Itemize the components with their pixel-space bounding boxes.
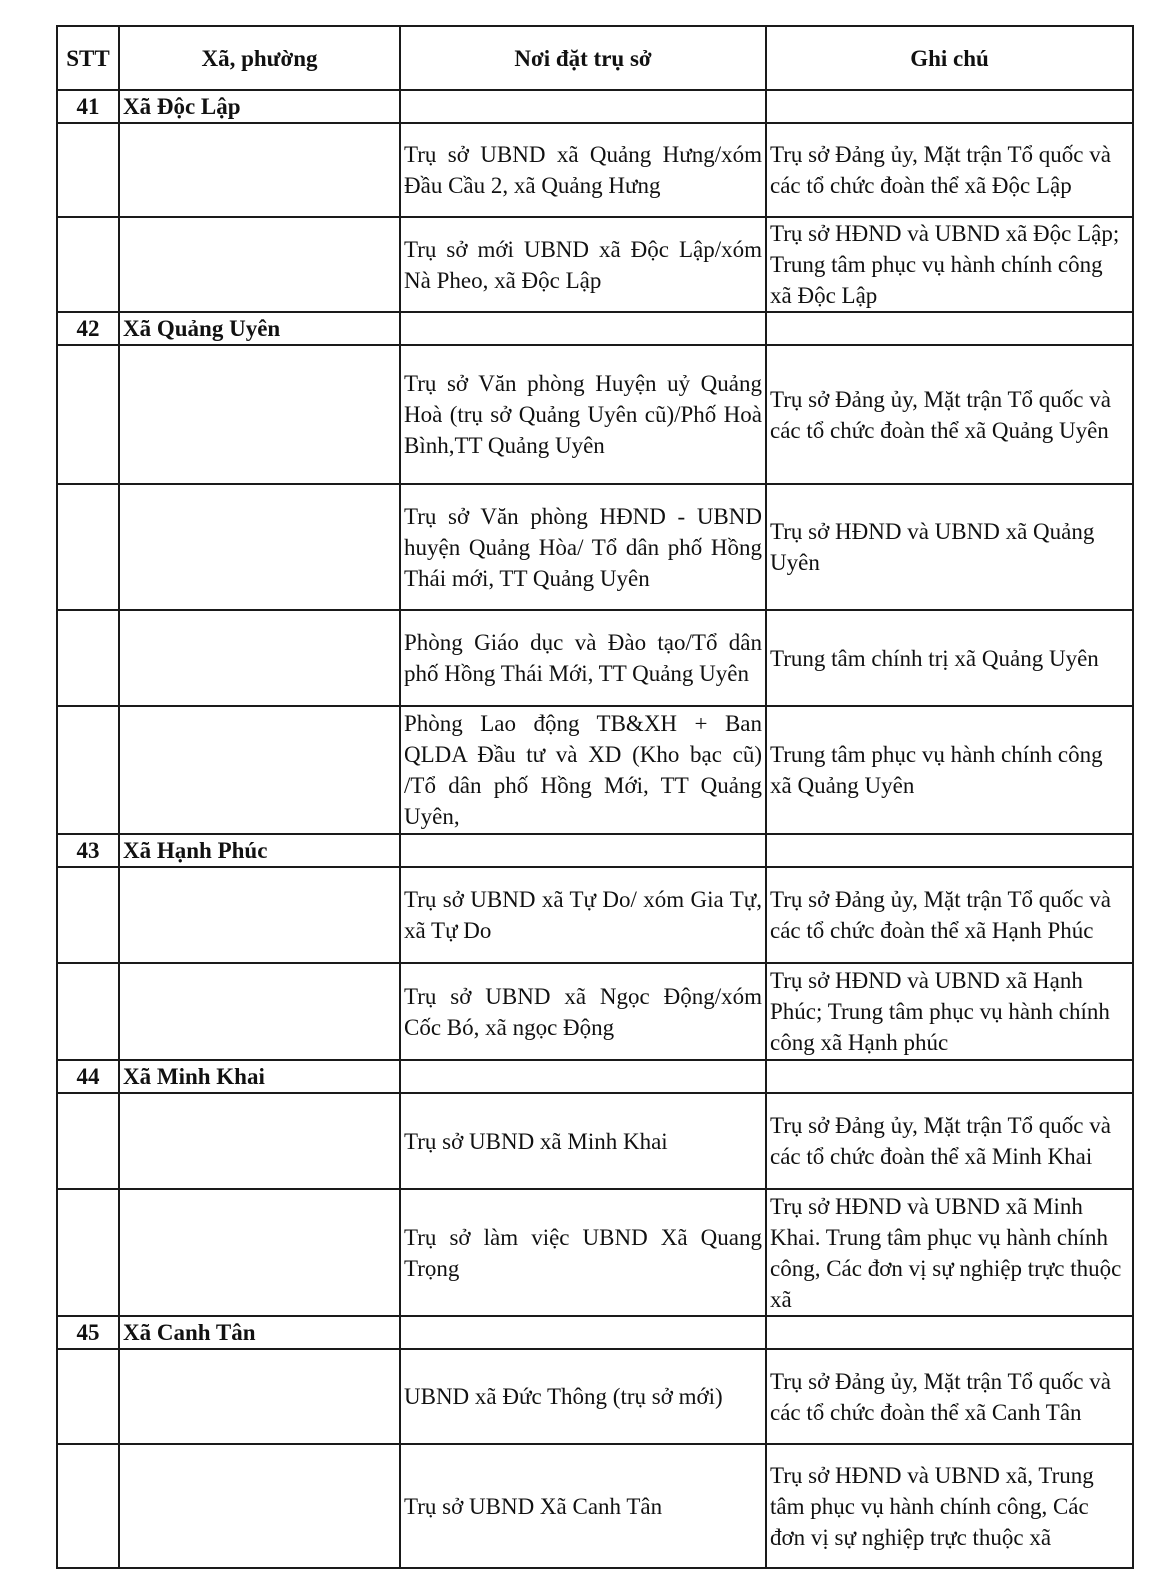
empty-cell	[119, 217, 400, 312]
empty-cell	[400, 90, 766, 123]
empty-cell	[400, 1060, 766, 1093]
location-row	[57, 706, 1133, 834]
group-row	[57, 1060, 1133, 1093]
office-location-cell: Trụ sở mới UBND xã Độc Lập/xóm Nà Pheo, xã Độc Lập	[400, 217, 766, 312]
empty-cell	[400, 834, 766, 867]
header-stt: STT	[57, 26, 119, 90]
header-office-location: Nơi đặt trụ sở	[400, 26, 766, 90]
location-row	[57, 345, 1133, 484]
header-commune: Xã, phường	[119, 26, 400, 90]
empty-cell	[119, 963, 400, 1060]
office-location-cell: Trụ sở làm việc UBND Xã Quang Trọng	[400, 1189, 766, 1316]
empty-cell	[766, 834, 1133, 867]
note-cell: Trụ sở HĐND và UBND xã Độc Lập; Trung tâm phục vụ hành chính công xã Độc Lập	[766, 217, 1133, 312]
note-cell: Trung tâm chính trị xã Quảng Uyên	[766, 610, 1133, 706]
empty-cell	[119, 867, 400, 963]
note-cell: Trụ sở HĐND và UBND xã Quảng Uyên	[766, 484, 1133, 610]
office-location-cell: Trụ sở Văn phòng Huyện uỷ Quảng Hoà (trụ sở Quảng Uyên cũ)/Phố Hoà Bình,TT Quảng Uyên	[400, 345, 766, 484]
header-notes: Ghi chú	[766, 26, 1133, 90]
empty-cell	[57, 1093, 119, 1189]
row-number: 44	[57, 1060, 119, 1093]
office-location-cell: Trụ sở UBND xã Quảng Hưng/xóm Đầu Cầu 2, xã Quảng Hưng	[400, 123, 766, 217]
group-row	[57, 1316, 1133, 1349]
empty-cell	[57, 484, 119, 610]
office-location-cell: Trụ sở UBND xã Minh Khai	[400, 1093, 766, 1189]
empty-cell	[57, 123, 119, 217]
location-row	[57, 1093, 1133, 1189]
empty-cell	[119, 345, 400, 484]
row-number: 42	[57, 312, 119, 345]
office-location-cell: UBND xã Đức Thông (trụ sở mới)	[400, 1349, 766, 1444]
commune-name: Xã Quảng Uyên	[119, 312, 400, 345]
location-row	[57, 867, 1133, 963]
empty-cell	[57, 610, 119, 706]
location-row	[57, 123, 1133, 217]
empty-cell	[766, 90, 1133, 123]
group-row	[57, 834, 1133, 867]
empty-cell	[119, 1189, 400, 1316]
row-number: 41	[57, 90, 119, 123]
location-row	[57, 217, 1133, 312]
empty-cell	[119, 610, 400, 706]
office-location-cell: Trụ sở Văn phòng HĐND - UBND huyện Quảng Hòa/ Tổ dân phố Hồng Thái mới, TT Quảng Uyên	[400, 484, 766, 610]
empty-cell	[57, 345, 119, 484]
empty-cell	[119, 484, 400, 610]
commune-name: Xã Minh Khai	[119, 1060, 400, 1093]
commune-name: Xã Canh Tân	[119, 1316, 400, 1349]
note-cell: Trụ sở Đảng ủy, Mặt trận Tổ quốc và các tổ chức đoàn thể xã Minh Khai	[766, 1093, 1133, 1189]
empty-cell	[766, 1316, 1133, 1349]
empty-cell	[400, 312, 766, 345]
commune-name: Xã Độc Lập	[119, 90, 400, 123]
empty-cell	[119, 123, 400, 217]
header-row	[57, 26, 1133, 90]
note-cell: Trung tâm phục vụ hành chính công xã Quảng Uyên	[766, 706, 1133, 834]
empty-cell	[766, 312, 1133, 345]
note-cell: Trụ sở Đảng ủy, Mặt trận Tổ quốc và các tổ chức đoàn thể xã Canh Tân	[766, 1349, 1133, 1444]
commune-name: Xã Hạnh Phúc	[119, 834, 400, 867]
location-row	[57, 484, 1133, 610]
empty-cell	[119, 706, 400, 834]
note-cell: Trụ sở HĐND và UBND xã, Trung tâm phục vụ hành chính công, Các đơn vị sự nghiệp trực thuộc xã	[766, 1444, 1133, 1568]
table-body	[57, 90, 1133, 1568]
note-cell: Trụ sở Đảng ủy, Mặt trận Tổ quốc và các tổ chức đoàn thể xã Quảng Uyên	[766, 345, 1133, 484]
note-cell: Trụ sở Đảng ủy, Mặt trận Tổ quốc và các tổ chức đoàn thể xã Độc Lập	[766, 123, 1133, 217]
empty-cell	[400, 1316, 766, 1349]
empty-cell	[57, 1349, 119, 1444]
location-row	[57, 963, 1133, 1060]
note-cell: Trụ sở Đảng ủy, Mặt trận Tổ quốc và các tổ chức đoàn thể xã Hạnh Phúc	[766, 867, 1133, 963]
empty-cell	[119, 1349, 400, 1444]
location-row	[57, 610, 1133, 706]
empty-cell	[57, 1444, 119, 1568]
location-row	[57, 1444, 1133, 1568]
empty-cell	[119, 1093, 400, 1189]
location-row	[57, 1349, 1133, 1444]
empty-cell	[57, 867, 119, 963]
office-location-table	[56, 25, 1134, 1569]
row-number: 43	[57, 834, 119, 867]
office-location-cell: Phòng Giáo dục và Đào tạo/Tổ dân phố Hồng Thái Mới, TT Quảng Uyên	[400, 610, 766, 706]
group-row	[57, 90, 1133, 123]
empty-cell	[57, 217, 119, 312]
office-location-cell: Phòng Lao động TB&XH + Ban QLDA Đầu tư và XD (Kho bạc cũ) /Tổ dân phố Hồng Mới, TT Quảng Uyên,	[400, 706, 766, 834]
empty-cell	[119, 1444, 400, 1568]
row-number: 45	[57, 1316, 119, 1349]
empty-cell	[57, 706, 119, 834]
empty-cell	[57, 963, 119, 1060]
office-location-cell: Trụ sở UBND Xã Canh Tân	[400, 1444, 766, 1568]
office-location-cell: Trụ sở UBND xã Tự Do/ xóm Gia Tự, xã Tự Do	[400, 867, 766, 963]
group-row	[57, 312, 1133, 345]
note-cell: Trụ sở HĐND và UBND xã Hạnh Phúc; Trung tâm phục vụ hành chính công xã Hạnh phúc	[766, 963, 1133, 1060]
empty-cell	[766, 1060, 1133, 1093]
empty-cell	[57, 1189, 119, 1316]
office-location-cell: Trụ sở UBND xã Ngọc Động/xóm Cốc Bó, xã ngọc Động	[400, 963, 766, 1060]
location-row	[57, 1189, 1133, 1316]
note-cell: Trụ sở HĐND và UBND xã Minh Khai. Trung tâm phục vụ hành chính công, Các đơn vị sự nghiệp trực thuộc xã	[766, 1189, 1133, 1316]
